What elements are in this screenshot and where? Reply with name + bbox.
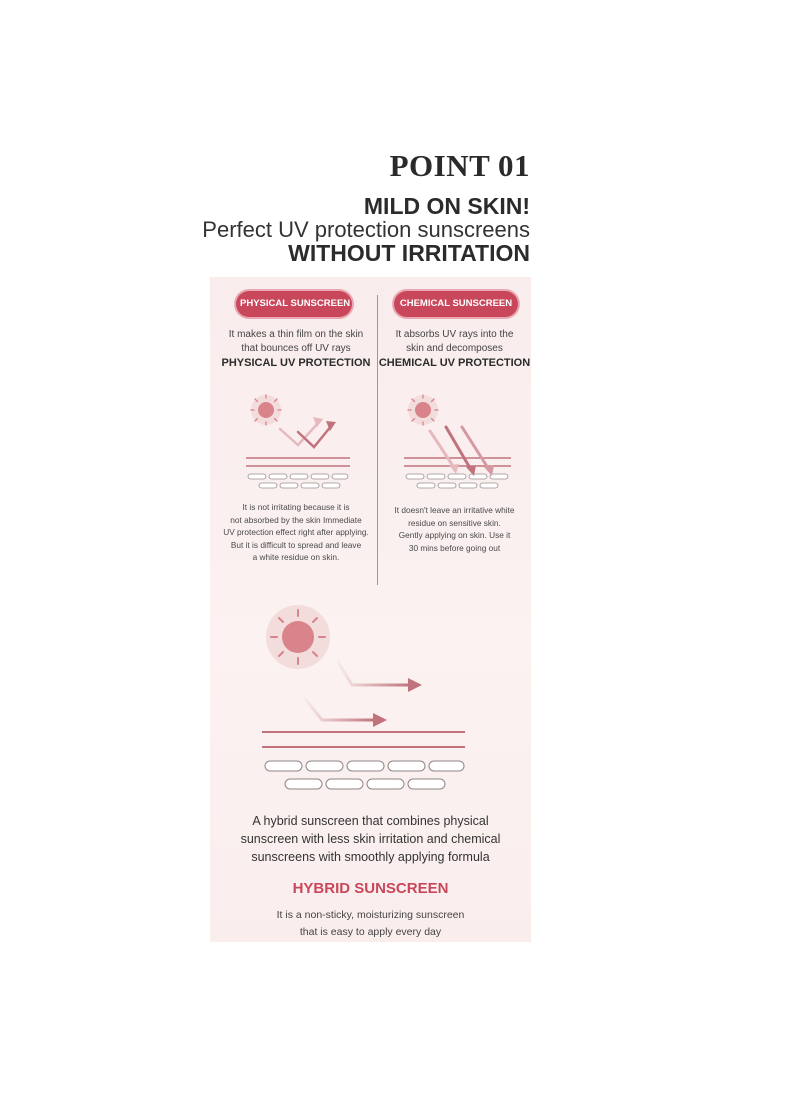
physical-note-line: UV protection effect right after applying. (223, 527, 369, 537)
physical-desc-line: that bounces off UV rays (241, 343, 351, 354)
chemical-desc-line: skin and decomposes (406, 343, 503, 354)
physical-note-line: not absorbed by the skin Immediate (230, 514, 362, 525)
headline-mild: MILD ON SKIN! (363, 193, 530, 219)
hybrid-note-line: that is easy to apply every day (299, 926, 442, 938)
hybrid-diagram (210, 597, 531, 797)
physical-note (210, 501, 382, 564)
reflect-arrows-icon (280, 421, 332, 447)
sun-icon (266, 605, 330, 669)
absorb-arrows-icon (430, 427, 488, 468)
chemical-note-line: residue on sensitive skin. (408, 517, 501, 528)
physical-desc-line: It makes a thin film on the skin (228, 329, 364, 340)
hybrid-desc (210, 812, 531, 866)
physical-diagram (210, 387, 378, 497)
chemical-diagram (378, 387, 531, 497)
sun-icon (408, 395, 438, 425)
headline-without-irritation: WITHOUT IRRITATION (288, 240, 530, 266)
chemical-note (378, 504, 531, 554)
chemical-note-line: It doesn't leave an irritative white (394, 505, 515, 515)
chemical-note-line: Gently applying on skin. Use it (398, 530, 511, 540)
hybrid-note (210, 907, 531, 941)
comparison-panel (210, 277, 531, 942)
point-title: POINT 01 (389, 148, 530, 183)
skin-layer-icon (246, 458, 350, 488)
chemical-desc-line: It absorbs UV rays into the (395, 329, 514, 340)
chemical-sunscreen-badge: CHEMICAL SUNSCREEN (394, 291, 518, 317)
sun-icon (251, 395, 281, 425)
hybrid-desc-line: A hybrid sunscreen that combines physical (252, 814, 489, 828)
hybrid-desc-line: sunscreens with smoothly applying formula (251, 850, 490, 864)
skin-layer-icon (262, 732, 465, 789)
hybrid-note-line: It is a non-sticky, moisturizing sunscreen (276, 909, 465, 921)
skin-layer-icon (404, 458, 511, 488)
headline-perfect-uv: Perfect UV protection sunscreens (202, 217, 530, 242)
physical-sunscreen-badge: PHYSICAL SUNSCREEN (236, 291, 352, 317)
chemical-desc (378, 328, 531, 356)
physical-protection: PHYSICAL UV PROTECTION (221, 357, 371, 369)
chemical-note-line: 30 mins before going out (408, 542, 501, 553)
physical-note-line: It is not irritating because it is (242, 502, 350, 512)
hybrid-desc-line: sunscreen with less skin irritation and chemical (240, 832, 501, 846)
physical-note-line: a white residue on skin. (252, 552, 340, 562)
hybrid-sunscreen-title: HYBRID SUNSCREEN (292, 880, 449, 897)
chemical-protection: CHEMICAL UV PROTECTION (378, 357, 531, 369)
hybrid-arrows-icon (305, 662, 410, 720)
physical-note-line: But it is difficult to spread and leave (230, 539, 362, 550)
physical-desc (210, 328, 382, 356)
